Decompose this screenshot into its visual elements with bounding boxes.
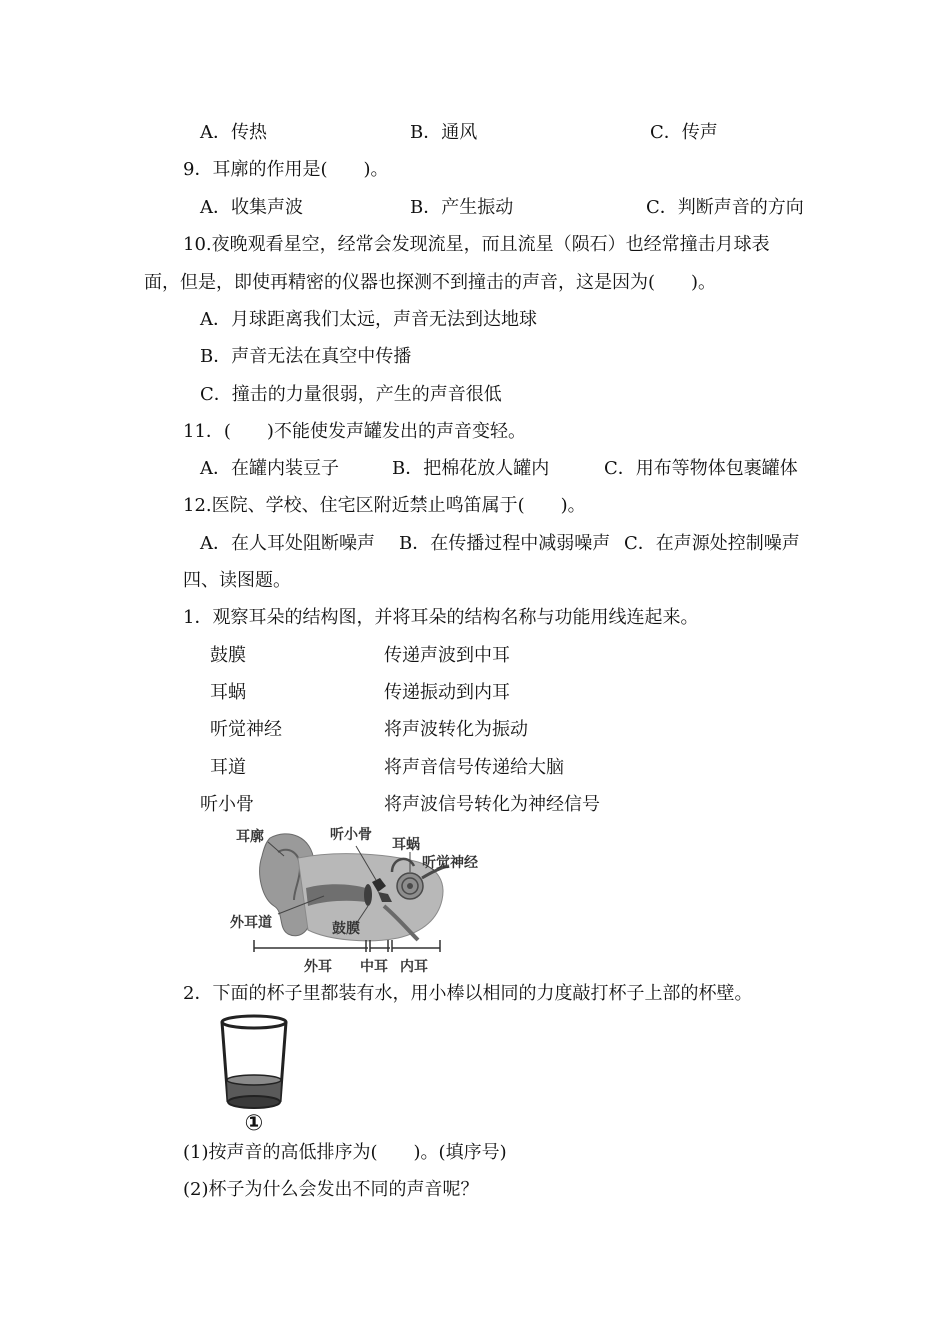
structure-ear-canal: 耳道 xyxy=(210,757,246,778)
cup-figure xyxy=(214,1010,294,1140)
s4-q2-stem: 2．下面的杯子里都装有水，用小棒以相同的力度敲打杯子上部的杯壁。 xyxy=(183,983,753,1004)
structure-cochlea: 耳蜗 xyxy=(210,682,246,703)
q10-option-a: A．月球距离我们太远，声音无法到达地球 xyxy=(200,309,537,330)
q8-option-a: A．传热 xyxy=(200,122,267,143)
q10-stem-line2: 面，但是，即使再精密的仪器也探测不到撞击的声音，这是因为( )。 xyxy=(144,272,717,293)
s4-q2-sub1: (1)按声音的高低排序为( )。(填序号) xyxy=(183,1142,507,1163)
function-4: 将声音信号传递给大脑 xyxy=(384,757,564,778)
cup-number: ① xyxy=(244,1111,264,1136)
label-eardrum: 鼓膜 xyxy=(332,921,360,937)
function-2: 传递振动到内耳 xyxy=(384,682,510,703)
label-ossicles: 听小骨 xyxy=(330,827,372,843)
q10-option-c: C．撞击的力量很弱，产生的声音很低 xyxy=(200,384,502,405)
q9-option-b: B．产生振动 xyxy=(410,197,514,218)
label-inner-ear: 内耳 xyxy=(400,959,428,975)
q12-option-a: A．在人耳处阻断噪声 xyxy=(200,533,375,554)
label-pinna: 耳廓 xyxy=(236,829,264,845)
ear-figure xyxy=(228,822,490,976)
q10-option-b: B．声音无法在真空中传播 xyxy=(200,346,412,367)
q9-option-c: C．判断声音的方向 xyxy=(646,197,804,218)
structure-ossicles: 听小骨 xyxy=(200,794,254,815)
label-middle-ear: 中耳 xyxy=(360,959,388,975)
q12-option-b: B．在传播过程中减弱噪声 xyxy=(399,533,611,554)
structure-eardrum: 鼓膜 xyxy=(210,645,246,666)
q9-option-a: A．收集声波 xyxy=(200,197,303,218)
function-3: 将声波转化为振动 xyxy=(384,719,528,740)
q8-option-c: C．传声 xyxy=(650,122,718,143)
label-outer-ear: 外耳 xyxy=(304,959,332,975)
q10-stem-line1: 10.夜晚观看星空，经常会发现流星，而且流星（陨石）也经常撞击月球表 xyxy=(183,234,770,255)
q12-option-c: C．在声源处控制噪声 xyxy=(624,533,800,554)
s4-q2-sub2: (2)杯子为什么会发出不同的声音呢？ xyxy=(183,1179,479,1200)
q11-option-c: C．用布等物体包裹罐体 xyxy=(604,458,798,479)
function-5: 将声波信号转化为神经信号 xyxy=(384,794,600,815)
section4-title: 四、读图题。 xyxy=(183,570,291,591)
cup-illustration xyxy=(214,1010,294,1120)
q8-option-b: B．通风 xyxy=(410,122,478,143)
label-auditory-nerve: 听觉神经 xyxy=(422,855,478,871)
s4-q1-stem: 1．观察耳朵的结构图，并将耳朵的结构名称与功能用线连起来。 xyxy=(183,607,699,628)
structure-auditory-nerve: 听觉神经 xyxy=(210,719,282,740)
label-ear-canal: 外耳道 xyxy=(230,915,272,931)
ear-illustration xyxy=(228,822,490,976)
q9-stem: 9．耳廓的作用是( )。 xyxy=(183,159,389,180)
q12-stem: 12.医院、学校、住宅区附近禁止鸣笛属于( )。 xyxy=(183,495,586,516)
q11-option-b: B．把棉花放人罐内 xyxy=(392,458,550,479)
label-cochlea: 耳蜗 xyxy=(392,837,420,853)
function-1: 传递声波到中耳 xyxy=(384,645,510,666)
q11-stem: 11．( )不能使发声罐发出的声音变轻。 xyxy=(183,421,526,442)
q11-option-a: A．在罐内装豆子 xyxy=(200,458,339,479)
